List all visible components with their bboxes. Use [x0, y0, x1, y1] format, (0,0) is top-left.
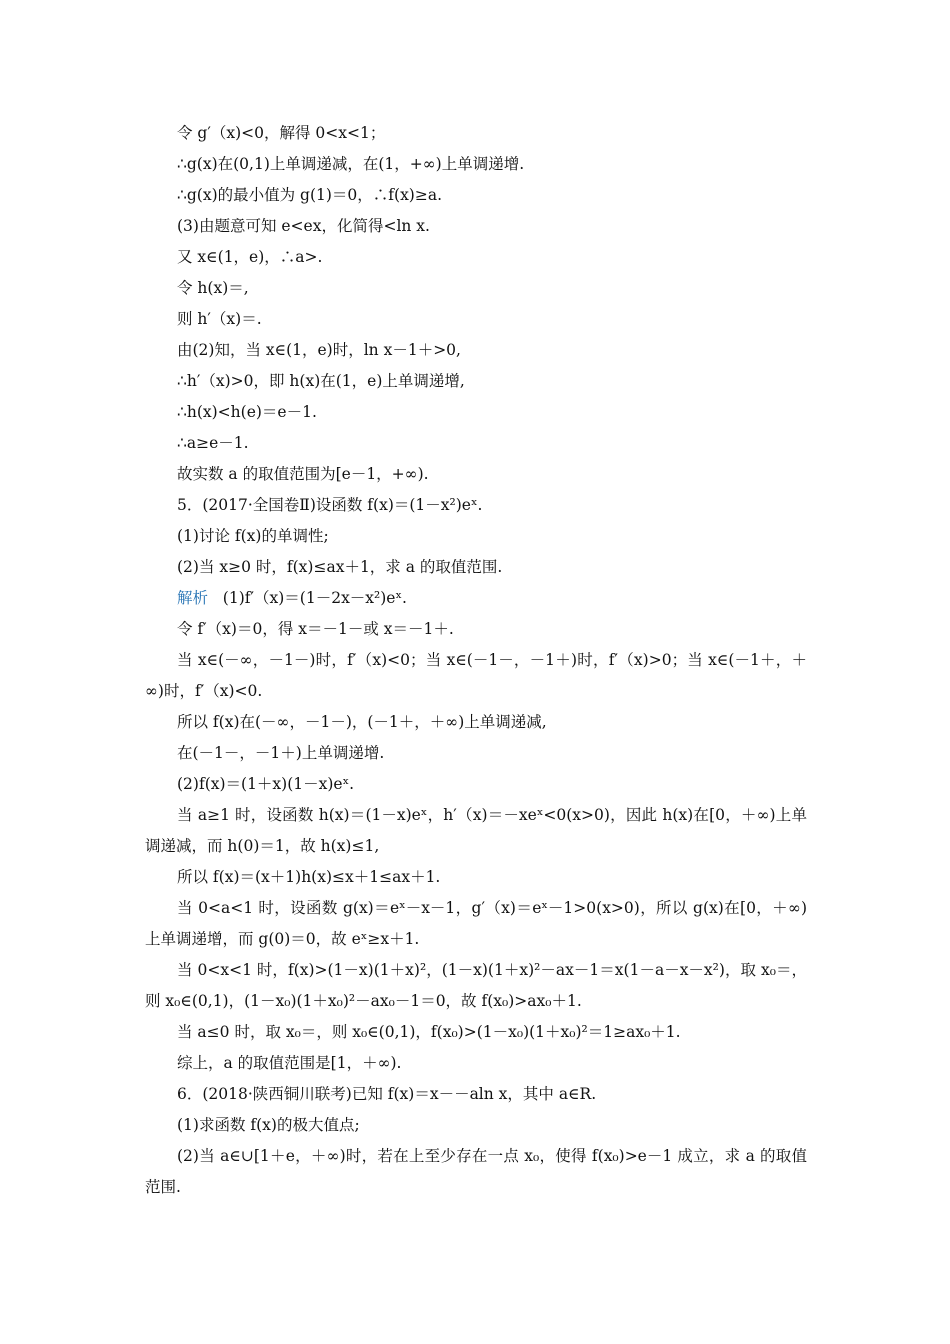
text-paragraph: 当 0<x<1 时，f(x)>(1－x)(1＋x)²，(1－x)(1＋x)²－ax－1＝x(1－a－x－x²)，取 x₀＝，则 x₀∈(0,1)，(1－x₀)(1＋x₀)²－ax₀－1＝0，故 f(x₀)>ax₀＋1. [145, 961, 807, 1010]
text-line: 令 h(x)＝, [177, 279, 249, 297]
text-line: 所以 f(x)在(－∞，－1－)，(－1＋，＋∞)上单调递减, [177, 713, 547, 731]
text-line: 令 g′（x)<0，解得 0<x<1； [177, 124, 386, 142]
text-line: 综上，a 的取值范围是[1，＋∞). [177, 1054, 402, 1072]
text-paragraph: 当 a≥1 时，设函数 h(x)＝(1－x)eˣ，h′（x)＝－xeˣ<0(x>0)，因此 h(x)在[0，＋∞)上单调递减，而 h(0)＝1，故 h(x)≤1, [145, 806, 807, 855]
problem-5-part-2: (2)当 x≥0 时，f(x)≤ax＋1，求 a 的取值范围. [177, 558, 503, 576]
problem-6-part-1: (1)求函数 f(x)的极大值点; [177, 1116, 360, 1134]
solution-label: 解析 [177, 589, 209, 607]
text-paragraph: 当 0<a<1 时，设函数 g(x)＝eˣ－x－1，g′（x)＝eˣ－1>0(x>0)，所以 g(x)在[0，＋∞)上单调递增，而 g(0)＝0，故 eˣ≥x＋1. [145, 899, 807, 948]
problem-5-part-1: (1)讨论 f(x)的单调性; [177, 527, 329, 545]
problem-6-statement: 6．(2018·陕西铜川联考)已知 f(x)＝x－－aln x，其中 a∈R. [177, 1085, 597, 1103]
solution-text: (1)f′（x)＝(1－2x－x²)eˣ. [222, 589, 407, 607]
document-body [145, 118, 807, 1203]
problem-6-part-2: (2)当 a∈∪[1＋e，＋∞)时，若在上至少存在一点 x₀，使得 f(x₀)>e－1 成立，求 a 的取值范围. [145, 1147, 807, 1196]
text-line: ∴h(x)<h(e)＝e－1. [177, 403, 317, 421]
text-line: 令 f′（x)＝0，得 x＝－1－或 x＝－1＋. [177, 620, 454, 638]
problem-5-statement: 5．(2017·全国卷Ⅱ)设函数 f(x)＝(1－x²)eˣ. [177, 496, 483, 514]
text-line: 故实数 a 的取值范围为[e－1，+∞). [177, 465, 429, 483]
text-line: 在(－1－，－1＋)上单调递增. [177, 744, 385, 762]
text-line: (3)由题意可知 e<ex，化简得<ln x. [177, 217, 430, 235]
text-line: ∴g(x)的最小值为 g(1)＝0，∴f(x)≥a. [177, 186, 443, 204]
text-line: 又 x∈(1，e)，∴a>. [177, 248, 323, 266]
text-line: 由(2)知，当 x∈(1，e)时，ln x－1＋>0, [177, 341, 461, 359]
text-line: (2)f(x)＝(1＋x)(1－x)eˣ. [177, 775, 355, 793]
text-paragraph: 当 x∈(－∞，－1－)时，f′（x)<0；当 x∈(－1－，－1＋)时，f′（x)>0；当 x∈(－1＋，＋∞)时，f′（x)<0. [145, 651, 807, 700]
text-line: ∴g(x)在(0,1)上单调递减，在(1，+∞)上单调递增. [177, 155, 525, 173]
text-line: 当 a≤0 时，取 x₀＝，则 x₀∈(0,1)，f(x₀)>(1－x₀)(1＋x₀)²＝1≥ax₀＋1. [177, 1023, 681, 1041]
text-line: 则 h′（x)＝. [177, 310, 262, 328]
text-line: 所以 f(x)＝(x＋1)h(x)≤x＋1≤ax＋1. [177, 868, 441, 886]
text-line: ∴h′（x)>0，即 h(x)在(1，e)上单调递增, [177, 372, 465, 390]
text-line: ∴a≥e－1. [177, 434, 249, 452]
solution-first-line [145, 583, 807, 614]
